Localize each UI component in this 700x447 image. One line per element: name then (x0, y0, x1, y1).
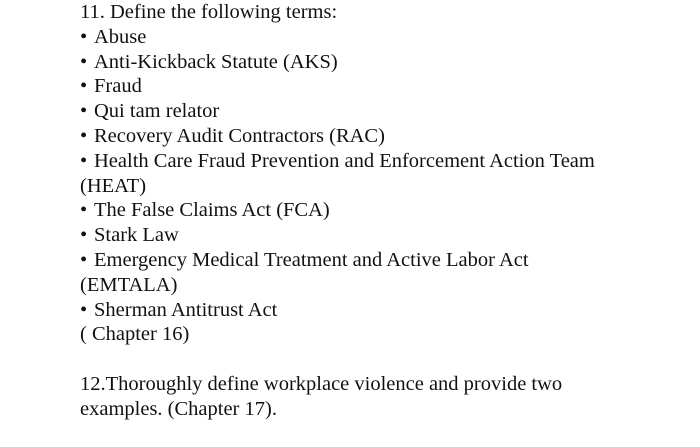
term-list-item (80, 50, 680, 75)
term-continuation: (EMTALA) (80, 273, 178, 296)
bullet-icon: • (80, 149, 88, 172)
bullet-icon: • (80, 75, 88, 98)
term-text: Sherman Antitrust Act (94, 298, 278, 321)
term-list-item (80, 99, 680, 124)
bullet-icon: • (80, 248, 88, 271)
bullet-icon: • (80, 124, 88, 147)
term-list-item (80, 25, 680, 50)
term-text: Stark Law (94, 224, 179, 247)
term-list-item (80, 149, 680, 174)
term-list-item (80, 74, 680, 99)
term-list-item (80, 124, 680, 149)
question-12-line-1: 12.Thoroughly define workplace violence and provide two (80, 372, 563, 395)
term-list-item (80, 198, 680, 223)
bullet-icon: • (80, 25, 88, 48)
term-text: Anti-Kickback Statute (AKS) (94, 50, 338, 73)
paragraph-gap (80, 347, 680, 372)
term-list-item (80, 298, 680, 323)
term-text: Abuse (94, 25, 147, 48)
term-text: Qui tam relator (94, 100, 220, 123)
term-text: Recovery Audit Contractors (RAC) (94, 124, 385, 147)
question-11-heading: 11. Define the following terms: (80, 1, 338, 23)
document-body (80, 0, 680, 422)
question-12-line-2: examples. (Chapter 17). (80, 397, 277, 420)
term-continuation: (HEAT) (80, 174, 147, 197)
term-text: The False Claims Act (FCA) (94, 199, 330, 222)
bullet-icon: • (80, 50, 88, 73)
term-list-item (80, 223, 680, 248)
bullet-icon: • (80, 100, 88, 123)
bullet-icon: • (80, 224, 88, 247)
terms-list (80, 25, 680, 323)
term-text: Emergency Medical Treatment and Active Labor Act (94, 248, 529, 271)
term-text: Health Care Fraud Prevention and Enforcement Action Team (94, 149, 595, 172)
chapter-16-reference: ( Chapter 16) (80, 323, 190, 346)
term-text: Fraud (94, 75, 142, 98)
bullet-icon: • (80, 298, 88, 321)
bullet-icon: • (80, 199, 88, 222)
term-list-item (80, 248, 680, 273)
